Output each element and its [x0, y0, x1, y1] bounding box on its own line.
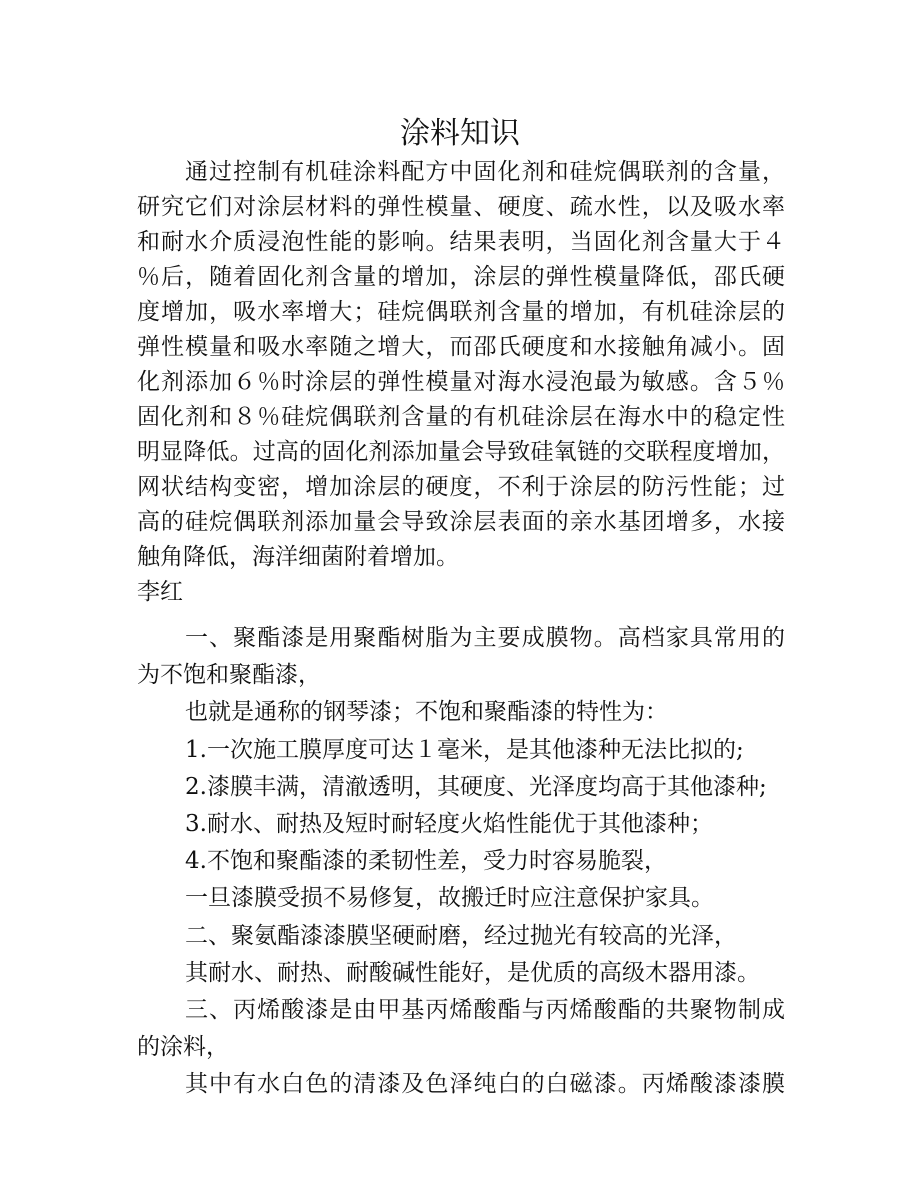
text-line: 其中有水白色的清漆及色泽纯白的白磁漆。丙烯酸漆漆膜	[185, 1071, 785, 1098]
text-line: 其耐水、耐热、耐酸碱性能好，是优质的高级木器用漆。	[185, 959, 760, 986]
text-line: 和耐水介质浸泡性能的影响。结果表明，当固化剂含量大于４	[137, 229, 785, 255]
text-line: 化剂添加６％时涂层的弹性模量对海水浸泡最为敏感。含５％	[137, 369, 785, 395]
text-line: 二、聚氨酯漆漆膜坚硬耐磨，经过抛光有较高的光泽，	[185, 922, 737, 949]
text-line: 度增加，吸水率增大；硅烷偶联剂含量的增加，有机硅涂层的	[137, 299, 785, 325]
text-line: 研究它们对涂层材料的弹性模量、硬度、疏水性，以及吸水率	[137, 194, 785, 220]
text-line: 三、丙烯酸漆是由甲基丙烯酸酯与丙烯酸酯的共聚物制成	[185, 996, 785, 1023]
text-line: 明显降低。过高的固化剂添加量会导致硅氧链的交联程度增加，	[137, 439, 785, 465]
list-item: 2.漆膜丰满，清澈透明，其硬度、光泽度均高于其他漆种;	[185, 773, 767, 800]
text-line: 弹性模量和吸水率随之增大，而邵氏硬度和水接触角减小。固	[137, 334, 785, 360]
text-line: 高的硅烷偶联剂添加量会导致涂层表面的亲水基团增多，水接	[137, 509, 785, 535]
text-line: 网状结构变密，增加涂层的硬度，不利于涂层的防污性能；过	[137, 474, 785, 500]
paragraph-coating-study	[137, 155, 785, 610]
list-item: 1.一次施工膜厚度可达１毫米，是其他漆种无法比拟的;	[185, 736, 744, 763]
text-line: 一旦漆膜受损不易修复，故搬迁时应注意保护家具。	[185, 885, 714, 912]
text-line: ％后，随着固化剂含量的增加，涂层的弹性模量降低，邵氏硬	[137, 264, 785, 290]
text-line: 也就是通称的钢琴漆；不饱和聚酯漆的特性为：	[185, 699, 668, 726]
text-line: 通过控制有机硅涂料配方中固化剂和硅烷偶联剂的含量，	[185, 159, 785, 185]
text-line: 的涂料，	[137, 1034, 229, 1061]
text-line: 为不饱和聚酯漆，	[137, 662, 321, 689]
list-item: 4.不饱和聚酯漆的柔韧性差，受力时容易脆裂，	[185, 848, 667, 875]
text-line: 一、聚酯漆是用聚酯树脂为主要成膜物。高档家具常用的	[185, 625, 785, 651]
document-title: 涂料知识	[400, 116, 520, 151]
author-name: 李红	[137, 579, 183, 605]
text-line: 触角降低，海洋细菌附着增加。	[137, 544, 459, 570]
paragraph-paint-types	[137, 620, 785, 1103]
text-line: 固化剂和８％硅烷偶联剂含量的有机硅涂层在海水中的稳定性	[137, 404, 785, 430]
list-item: 3.耐水、耐热及短时耐轻度火焰性能优于其他漆种；	[185, 810, 713, 837]
